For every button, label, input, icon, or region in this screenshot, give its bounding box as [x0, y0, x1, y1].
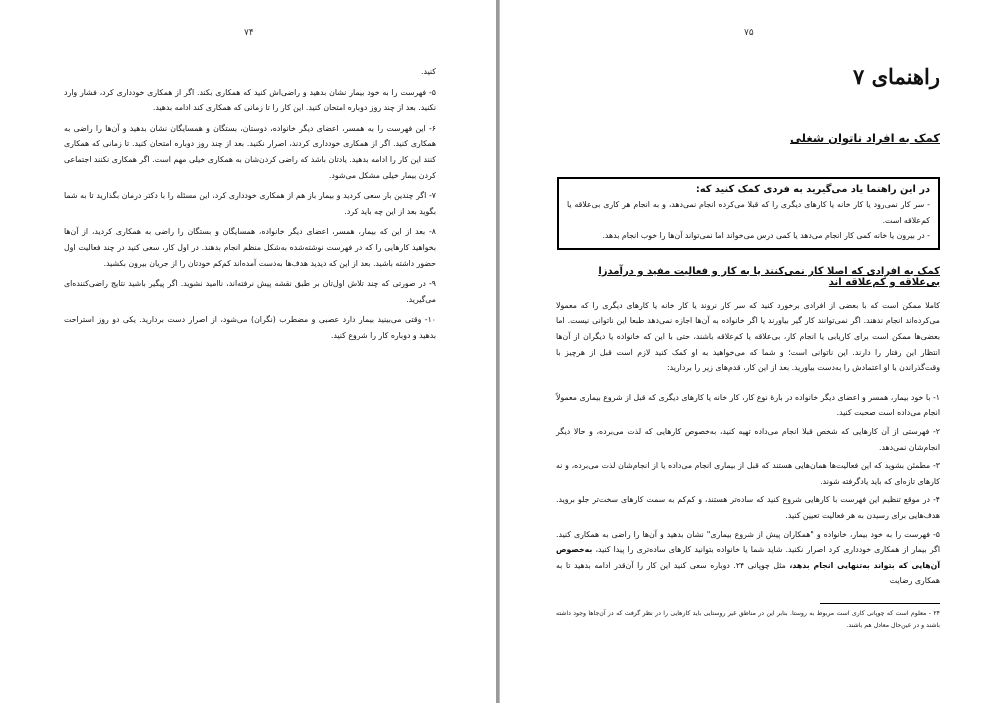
summary-box-heading: در این راهنما یاد می‌گیرید به فردی کمک کنید که:: [695, 184, 930, 195]
step-text: مثل چوپانی ۲۴. دوباره سعی کنید این کار را آن‌قدر ادامه بدهید تا به همکاری رضایت: [556, 560, 940, 586]
summary-box-item: - در بیرون یا خانه کمی کار انجام می‌دهد یا کمی درس می‌خواند اما نمی‌تواند آن‌ها را خوب انجام بدهد.: [602, 231, 930, 241]
list-item: ۴- در موقع تنظیم این فهرست با کارهایی شروع کنید که ساده‌تر هستند، و کم‌کم به سمت کارهای سخت‌تر جلو بروید. هدف‌هایی برای رسیدن به هر فعالیت تعیین کنید.: [556, 495, 940, 520]
left-page: [0, 0, 497, 703]
page-number: ۷۴: [244, 28, 254, 38]
summary-box-item: - سر کار نمی‌رود یا کار خانه یا کارهای دیگری را که قبلا می‌کرده انجام نمی‌دهد، و به انجام هر کاری بی‌علاقه یا کم‌علاقه است.: [567, 200, 930, 225]
list-item: [556, 527, 940, 589]
step-bold-text: به‌خصوص آن‌هایی که بتواند به‌تنهایی انجام بدهد،: [556, 545, 940, 570]
list-item: ۲- فهرستی از آن کارهایی که شخص قبلا انجام می‌داده تهیه کنید، به‌خصوص کارهایی که لذت می‌برده، و حالا دیگر انجام‌شان نمی‌دهد.: [556, 426, 940, 452]
chapter-subtitle: کمک به افراد ناتوان شغلی: [790, 131, 940, 145]
summary-box: [557, 177, 940, 250]
left-page-text: [64, 64, 436, 349]
list-item: ۳- مطمئن بشوید که این فعالیت‌ها همان‌هایی هستند که قبل از بیماری انجام می‌داده یا از انجام‌شان لذت می‌برده، و نه کارهای تازه‌ای که باید یادگرفته شوند.: [556, 461, 940, 486]
paragraph: ۵- فهرست را به خود بیمار نشان بدهید و راضی‌اش کنید که همکاری بکند. اگر از همکاری خودداری کرد، فشار وارد نکنید. بعد از چند روز دوباره امتحان کنید. این کار را تا زمانی که همکاری کند ادامه بدهید.: [64, 87, 436, 113]
right-page: [499, 0, 997, 703]
section-heading: کمک به افرادی که اصلا کار نمی‌کنند یا به کار و فعالیت مفید و درآمدزا بی‌علاقه و کم‌علاقه اند: [598, 265, 940, 288]
paragraph: ۸- بعد از این که بیمار، همسر، اعضای دیگر خانواده، همسایگان و بستگان را راضی به همکاری کردید، از آن‌ها بخواهید کارهایی را که در فهرست نوشته‌شده به‌شکل منظم انجام بدهند. در اول کار، سعی کنید در چند فعالیت اول حضور داشته باشید. بعد از این که دیدید هدف‌ها به‌دست آمده‌اند کم‌کم خودتان را از جریان بیرون بکشید.: [64, 227, 436, 268]
step-text: ۵- فهرست را به خود بیمار، خانواده و "همکاران پیش از شروع بیماری" نشان بدهید و آن‌ها را راضی به همکاری کنید. اگر بیمار از همکاری خودداری کرد اصرار نکنید. شاید شما یا خانواده بتوانید کارهای ساده‌تری را پیدا کنید،: [556, 529, 940, 555]
chapter-title: راهنمای ۷: [853, 64, 940, 89]
paragraph: ۷- اگر چندین بار سعی کردید و بیمار باز هم از همکاری خودداری کرد، این مسئله را با دکتر درمان بگذارید تا به شما بگوید بعد از این چه باید کرد.: [64, 191, 436, 216]
paragraph: کنید.: [421, 67, 436, 76]
paragraph: ۹- در صورتی که چند تلاش اول‌تان بر طبق نقشه پیش نرفته‌اند، ناامید نشوید. اگر پیگیر باشید نتایج راضی‌کننده‌ای می‌گیرید.: [64, 279, 436, 304]
paragraph: ۶- این فهرست را به همسر، اعضای دیگر خانواده، دوستان، بستگان و همسایگان نشان بدهید و آن‌ها را راضی به همکاری کنید. اگر از همکاری خودداری کردند، اصرار نکنید. بعد از چند روز دوباره امتحان کنید. تا زمانی که همکاری کنند این کار را ادامه بدهید. یادتان باشد که راضی کردن‌شان به همکاری خیلی مهم است. اگر همکاری نکنند اجتماعی کردن بیمار خیلی مشکل می‌شود.: [64, 123, 436, 180]
paragraph: ۱۰- وقتی می‌بینید بیمار دارد عصبی و مضطرب (نگران) می‌شود، از اصرار دست بردارید. یکی دو روز استراحت بدهید و دوباره کار را شروع کنید.: [64, 315, 436, 340]
intro-paragraph: کاملا ممکن است که با بعضی از افرادی برخورد کنید که سر کار نروند یا کار خانه یا کارهای دیگری را که معمولا می‌کرده‌اند انجام ندهند. اگر نمی‌توانند کار گیر بیاورند یا اگر خانواده به آن‌ها اجازه نمی‌دهد طبعا این ناتوانی نیست. اما بعضی‌ها ممکن است برای کاریابی یا انجام کار، بی‌علاقه یا کم‌علاقه باشند، حتی با این که خانواده یا دیگران از آن‌ها انتظار این رفتار را دارند. این ناتوانی است؛ و شما که می‌خواهید به او کمک کنید لازم است قبل از هرچیز با وقت‌گذراندن با او اعتمادش را به‌دست بیاورید. بعد از این کار، قدم‌های زیر را بردارید:: [556, 300, 940, 373]
page-number: ۷۵: [744, 28, 754, 38]
footnote: ۲۴ - معلوم است که چوپانی کاری است مربوط به روستا. بنابر این در مناطق غیر روستایی باید کارهایی را در نظر گرفت که در آن‌جاها وجود داشته باشند و در عین‌حال معادل هم باشند.: [556, 609, 940, 629]
footnote-rule: [820, 603, 940, 604]
right-page-text: [556, 60, 940, 632]
list-item: ۱- با خود بیمار، همسر و اعضای دیگر خانواده در بارهٔ نوع کار، کار خانه یا کارهای دیگری که قبل از شروع بیماری معمولاً انجام می‌داده است صحبت کنید.: [556, 392, 940, 418]
steps-list: [556, 390, 940, 589]
